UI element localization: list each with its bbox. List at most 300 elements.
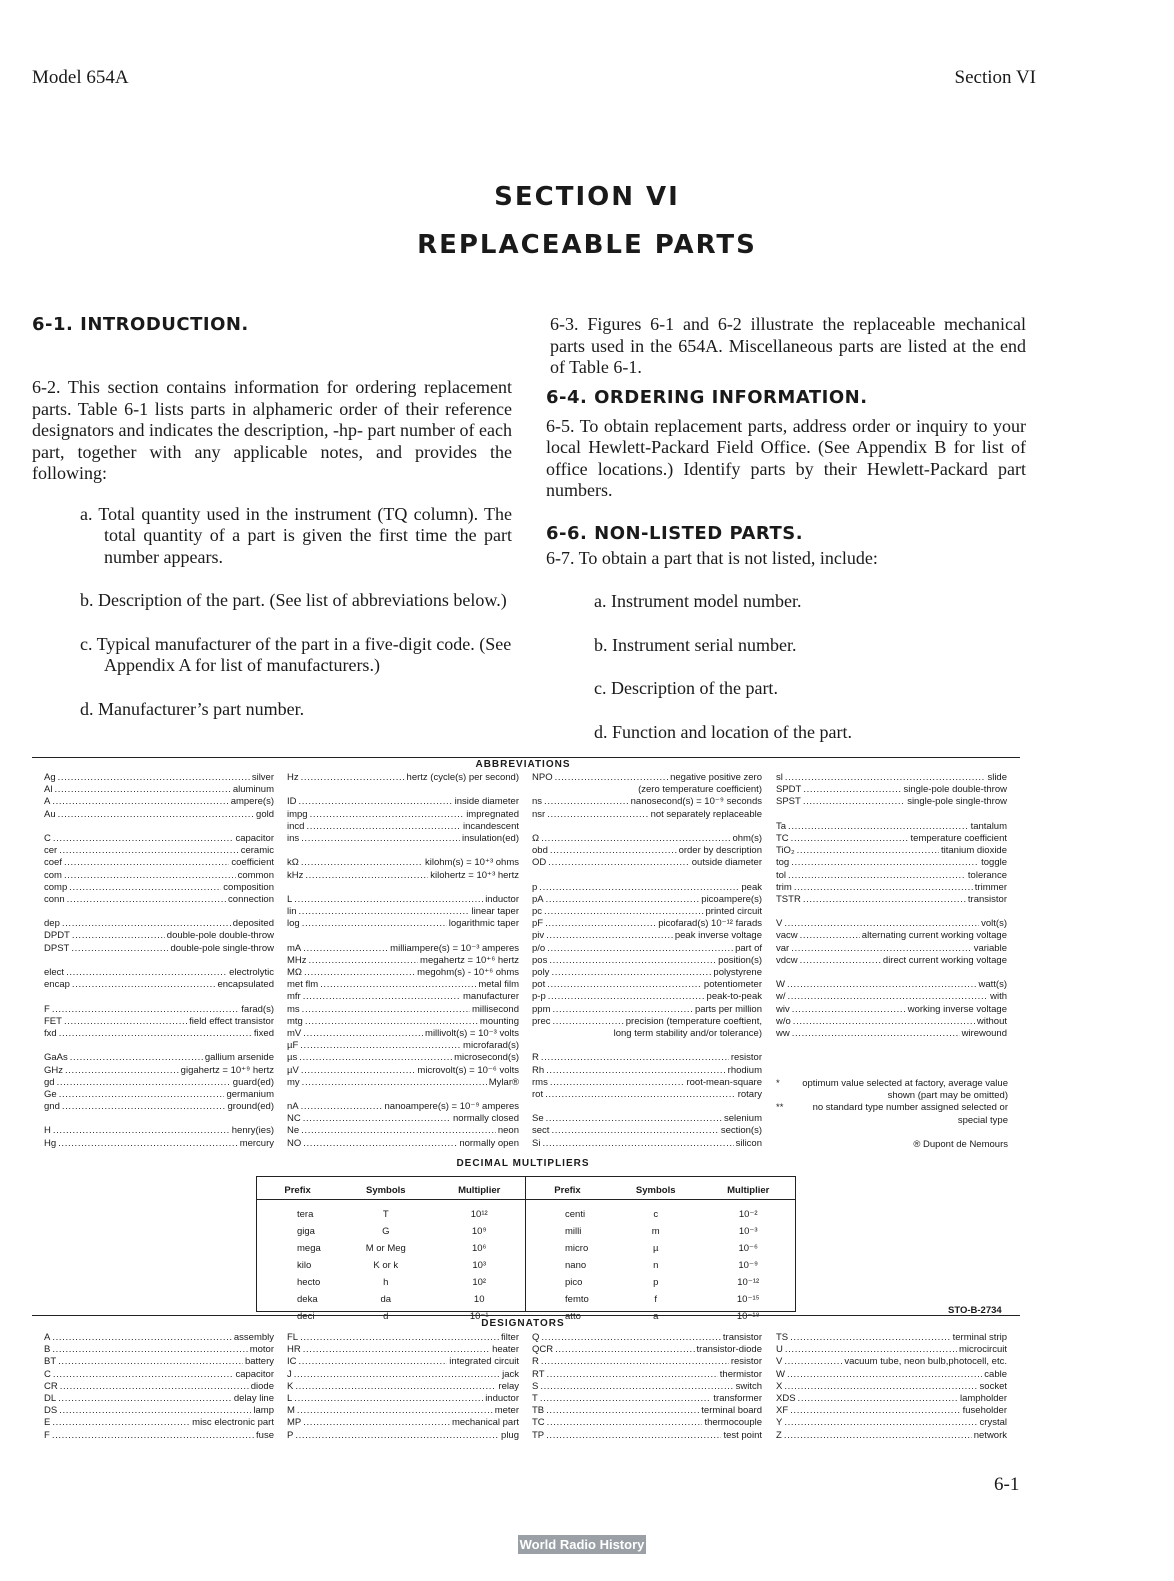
abbrev-key: TS bbox=[776, 1332, 789, 1343]
leader-dots bbox=[62, 918, 231, 930]
leader-dots bbox=[544, 796, 629, 808]
leader-dots bbox=[301, 833, 460, 845]
leader-dots bbox=[555, 1344, 694, 1356]
abbrev-meaning: switch bbox=[735, 1380, 762, 1392]
abbrev-key: T bbox=[532, 1392, 538, 1404]
abbrev-meaning: potentiometer bbox=[703, 979, 762, 991]
abbrev-row bbox=[287, 1004, 519, 1016]
prefix-cell: atto bbox=[565, 1311, 581, 1322]
abbrev-key: Rh bbox=[532, 1064, 545, 1076]
abbrev-row bbox=[44, 1393, 274, 1405]
multipliers-title: DECIMAL MULTIPLIERS bbox=[456, 1158, 590, 1169]
abbrev-row bbox=[44, 833, 274, 845]
abbrev-key: Ω bbox=[532, 832, 540, 844]
abbrev-meaning: hertz (cycle(s) per second) bbox=[406, 772, 519, 783]
abbrev-row bbox=[532, 1113, 762, 1125]
abbrev-key: pc bbox=[532, 906, 543, 918]
leader-dots bbox=[299, 1052, 452, 1064]
abbrev-key: ppm bbox=[532, 1003, 551, 1015]
abbrev-row bbox=[44, 1052, 274, 1064]
abbrev-key: NO bbox=[287, 1137, 302, 1149]
abbrev-row bbox=[287, 1138, 519, 1150]
abbrev-row bbox=[44, 1077, 274, 1089]
abbrev-key: gnd bbox=[44, 1101, 60, 1113]
abbrev-meaning: single-pole single-throw bbox=[907, 796, 1007, 808]
abbrev-meaning: capacitor bbox=[235, 1368, 274, 1380]
abbrev-row bbox=[287, 1028, 519, 1040]
leader-dots bbox=[302, 1004, 470, 1016]
abbrev-key: ns bbox=[532, 796, 543, 808]
abbrev-row bbox=[44, 1004, 274, 1016]
abbrev-meaning: precision (temperature coeftient, bbox=[625, 1015, 762, 1027]
abbrev-column-2 bbox=[287, 772, 519, 1150]
intro-heading: 6-1. INTRODUCTION. bbox=[32, 314, 249, 335]
leader-dots bbox=[545, 918, 656, 930]
note-no-standard: no standard type number assigned selected or special type bbox=[812, 1102, 1008, 1126]
leader-dots bbox=[541, 1356, 729, 1368]
prefix-cell: femto bbox=[565, 1294, 589, 1305]
abbrev-row bbox=[532, 955, 762, 967]
abbrev-key: C bbox=[44, 832, 51, 844]
abbrev-key: R bbox=[532, 1052, 539, 1064]
abbrev-meaning: alternating current working voltage bbox=[861, 930, 1007, 942]
abbrev-row bbox=[776, 930, 1007, 942]
leader-dots bbox=[310, 809, 465, 821]
abbrev-key: TC bbox=[776, 832, 789, 844]
abbrev-meaning: selenium bbox=[723, 1113, 762, 1125]
spacer bbox=[287, 1089, 519, 1101]
abbrev-row bbox=[776, 882, 1007, 894]
leader-dots bbox=[306, 821, 461, 833]
abbrev-meaning: wirewound bbox=[961, 1027, 1007, 1039]
spacer bbox=[287, 784, 519, 796]
leader-dots bbox=[793, 1016, 975, 1028]
abbrev-meaning: ceramic bbox=[240, 845, 274, 857]
table-row bbox=[257, 1274, 795, 1291]
leader-dots bbox=[798, 1393, 958, 1405]
abbrev-key: Z bbox=[776, 1429, 782, 1441]
abbrev-meaning: neon bbox=[497, 1125, 519, 1137]
abbrev-key: TC bbox=[532, 1417, 545, 1429]
note-optimum: optimum value selected at factory, average value shown (part may be omitted) bbox=[802, 1078, 1008, 1102]
abbrev-meaning: peak-to-peak bbox=[706, 991, 762, 1003]
list-item: a. Total quantity used in the instrument (TQ column). The total quantity of a part is given the first time the part number appears. bbox=[80, 503, 512, 567]
abbrev-meaning: kilohertz = 10⁺³ hertz bbox=[430, 869, 519, 881]
abbrev-meaning: deposited bbox=[232, 918, 274, 930]
abbrev-meaning: kilohm(s) = 10⁺³ ohms bbox=[425, 857, 519, 869]
abbrev-key: DPST bbox=[44, 942, 70, 954]
abbrev-meaning: nanoampere(s) = 10⁻⁹ amperes bbox=[384, 1101, 519, 1113]
abbrev-key: K bbox=[287, 1380, 294, 1392]
abbrev-meaning: integrated circuit bbox=[449, 1356, 519, 1368]
abbrev-key: nA bbox=[287, 1101, 299, 1113]
multiplier-cell: 10⁻⁹ bbox=[738, 1260, 759, 1271]
leader-dots bbox=[59, 1089, 225, 1101]
abbrev-row bbox=[532, 1016, 762, 1028]
abbrev-row bbox=[44, 870, 274, 882]
abbrev-key: piv bbox=[532, 930, 545, 942]
abbrev-key: p-p bbox=[532, 991, 546, 1003]
leader-dots bbox=[58, 1393, 232, 1405]
leader-dots bbox=[303, 991, 461, 1003]
leader-dots bbox=[66, 967, 227, 979]
abbrev-row bbox=[532, 1052, 762, 1064]
spacer bbox=[776, 809, 1007, 821]
abbrev-key: Y bbox=[776, 1417, 783, 1429]
abbrev-meaning: coefficient bbox=[231, 857, 274, 869]
abbrev-row bbox=[44, 784, 274, 796]
list-item: b. Description of the part. (See list of abbreviations below.) bbox=[80, 590, 507, 610]
abbrev-row bbox=[532, 967, 762, 979]
abbrev-row bbox=[44, 930, 274, 942]
note-star: * bbox=[776, 1078, 780, 1089]
leader-dots bbox=[544, 906, 703, 918]
abbrev-row bbox=[532, 1393, 762, 1405]
abbrev-key: A bbox=[44, 796, 51, 808]
abbrev-key: QCR bbox=[532, 1344, 554, 1356]
abbrev-key: E bbox=[44, 1417, 51, 1429]
abbrev-meaning: picofarad(s) 10⁻¹² farads bbox=[658, 918, 762, 930]
spacer bbox=[287, 930, 519, 942]
abbrev-row bbox=[776, 870, 1007, 882]
abbrev-row bbox=[532, 991, 762, 1003]
abbrev-meaning: with bbox=[990, 991, 1007, 1003]
list-item: c. Typical manufacturer of the part in a five-digit code. (See Appendix A for list of manufacturers.) bbox=[80, 633, 512, 675]
abbrev-row bbox=[287, 1356, 519, 1368]
leader-dots bbox=[300, 1332, 499, 1344]
leader-dots bbox=[784, 918, 979, 930]
abbrev-row bbox=[287, 1016, 519, 1028]
spacer bbox=[532, 1101, 762, 1113]
spacer bbox=[287, 882, 519, 894]
section-subtitle: REPLACEABLE PARTS bbox=[417, 230, 757, 260]
spacer bbox=[44, 906, 274, 918]
leader-dots bbox=[551, 1125, 718, 1137]
abbrev-row bbox=[287, 833, 519, 845]
abbrev-key: NC bbox=[287, 1113, 301, 1125]
abbrev-key: F bbox=[44, 1003, 50, 1015]
abbrev-meaning: diode bbox=[250, 1380, 274, 1392]
symbol-cell: n bbox=[653, 1260, 659, 1271]
multipliers-header-cell: Prefix bbox=[554, 1184, 581, 1196]
leader-dots bbox=[541, 1332, 721, 1344]
abbrev-meaning: mechanical part bbox=[451, 1417, 519, 1429]
abbrev-key: IC bbox=[287, 1356, 297, 1368]
leader-dots bbox=[547, 1417, 703, 1429]
abbrev-meaning: lamp bbox=[253, 1405, 274, 1417]
abbrev-meaning: guard(ed) bbox=[232, 1076, 274, 1088]
spacer bbox=[532, 1040, 762, 1052]
abbrev-meaning: peak inverse voltage bbox=[674, 930, 762, 942]
left-column bbox=[32, 314, 512, 720]
spacer bbox=[44, 1040, 274, 1052]
abbrev-meaning: transistor bbox=[722, 1332, 762, 1343]
leader-dots bbox=[303, 943, 388, 955]
abbrev-row bbox=[532, 943, 762, 955]
abbrev-meaning: test point bbox=[723, 1429, 762, 1441]
leader-dots bbox=[788, 821, 969, 833]
leader-dots bbox=[550, 845, 677, 857]
spacer bbox=[532, 821, 762, 833]
abbrev-row bbox=[532, 1430, 762, 1442]
leader-dots bbox=[70, 1052, 203, 1064]
leader-dots bbox=[64, 1016, 187, 1028]
abbrev-meaning: thermistor bbox=[719, 1368, 762, 1380]
abbrev-key: pA bbox=[532, 893, 544, 905]
leader-dots bbox=[546, 1065, 726, 1077]
multiplier-cell: 10² bbox=[472, 1277, 487, 1288]
abbrev-row bbox=[287, 967, 519, 979]
abbrev-meaning: single-pole double-throw bbox=[903, 784, 1007, 796]
non-listed-heading: 6-6. NON-LISTED PARTS. bbox=[546, 522, 804, 544]
multipliers-table-box bbox=[256, 1176, 796, 1322]
leader-dots bbox=[72, 930, 165, 942]
abbrev-key: pF bbox=[532, 918, 544, 930]
paragraph-6-3: 6-3. Figures 6-1 and 6-2 illustrate the replaceable mechanical parts used in the 654A. Miscellaneous parts are listed at the end of Table 6-1. bbox=[550, 314, 1026, 377]
abbrev-meaning: volt(s) bbox=[981, 918, 1007, 930]
abbrev-row bbox=[776, 1356, 1007, 1368]
symbol-cell: a bbox=[653, 1311, 659, 1322]
abbrev-key: com bbox=[44, 869, 62, 881]
abbrev-key: pot bbox=[532, 979, 546, 991]
abbrev-row bbox=[287, 1125, 519, 1137]
abbrev-row bbox=[287, 1052, 519, 1064]
abbrev-meaning: peak bbox=[741, 881, 762, 893]
abbrev-key: Ag bbox=[44, 772, 56, 783]
abbrev-meaning: temperature coefficient bbox=[910, 832, 1007, 844]
abbrev-key: sect bbox=[532, 1125, 550, 1137]
prefix-cell: kilo bbox=[297, 1260, 312, 1271]
abbrev-key: DL bbox=[44, 1392, 57, 1404]
abbrev-row bbox=[287, 821, 519, 833]
abbrev-key: TSTR bbox=[776, 893, 801, 905]
abbrev-meaning: meter bbox=[494, 1405, 519, 1417]
abbrev-meaning: resistor bbox=[730, 1052, 762, 1064]
abbrev-row bbox=[532, 857, 762, 869]
abbrev-key: trim bbox=[776, 881, 792, 893]
abbrev-row bbox=[532, 918, 762, 930]
leader-dots bbox=[305, 870, 428, 882]
table-row bbox=[257, 1291, 795, 1308]
abbrev-row bbox=[44, 796, 274, 808]
abbrev-row bbox=[44, 1016, 274, 1028]
abbrev-meaning: composition bbox=[223, 881, 274, 893]
abbrev-row bbox=[776, 857, 1007, 869]
abbrev-key: SPST bbox=[776, 796, 801, 808]
symbol-cell: M or Meg bbox=[365, 1243, 406, 1254]
abbrev-key: Ge bbox=[44, 1088, 57, 1100]
abbrev-meaning: Mylar® bbox=[488, 1076, 519, 1088]
list-item: c. Description of the part. bbox=[594, 678, 778, 698]
abbrev-meaning: root-mean-square bbox=[686, 1076, 762, 1088]
leader-dots bbox=[60, 1381, 249, 1393]
leader-dots bbox=[64, 857, 229, 869]
leader-dots bbox=[301, 857, 423, 869]
abbrev-meaning: relay bbox=[498, 1380, 519, 1392]
abbrev-row bbox=[532, 796, 762, 808]
abbrev-meaning: ampere(s) bbox=[230, 796, 274, 808]
abbrev-column-3 bbox=[532, 772, 762, 1150]
leader-dots bbox=[57, 1077, 231, 1089]
header-section: Section VI bbox=[954, 67, 1036, 88]
leader-dots bbox=[791, 833, 909, 845]
leader-dots bbox=[301, 1125, 496, 1137]
abbrev-key: p/o bbox=[532, 942, 546, 954]
abbrev-key: FL bbox=[287, 1332, 299, 1343]
leader-dots bbox=[58, 772, 250, 784]
abbrev-row bbox=[287, 857, 519, 869]
abbrev-row bbox=[44, 1356, 274, 1368]
multiplier-cell: 10⁻³ bbox=[738, 1226, 758, 1237]
abbrev-key: incd bbox=[287, 820, 305, 832]
paragraph-6-2: 6-2. This section contains information for ordering replacement parts. Table 6-1 lists parts in alphameric order of their reference designators and indicates the description, -hp- part number of each part, together with any applicable notes, and provides the following: bbox=[32, 377, 512, 483]
abbrev-meaning: fuseholder bbox=[962, 1405, 1007, 1417]
leader-dots bbox=[787, 1369, 982, 1381]
abbrev-row bbox=[287, 918, 519, 930]
abbrev-key: Hg bbox=[44, 1137, 57, 1149]
designator-column-2 bbox=[287, 1332, 519, 1442]
abbrev-meaning: nanosecond(s) = 10⁻⁹ seconds bbox=[630, 796, 762, 808]
abbrev-row bbox=[532, 1344, 762, 1356]
abbrev-row bbox=[287, 1430, 519, 1442]
leader-dots bbox=[539, 882, 739, 894]
leader-dots bbox=[52, 1417, 190, 1429]
abbrev-key: log bbox=[287, 918, 300, 930]
abbrev-meaning: connection bbox=[228, 893, 274, 905]
abbrev-meaning: rotary bbox=[737, 1088, 762, 1100]
abbrev-meaning: insulation(ed) bbox=[461, 832, 519, 844]
abbrev-key: P bbox=[287, 1429, 294, 1441]
abbrev-meaning: misc electronic part bbox=[192, 1417, 274, 1429]
leader-dots bbox=[299, 1356, 448, 1368]
abbrev-key: Ta bbox=[776, 820, 787, 832]
abbrev-meaning: germanium bbox=[226, 1088, 274, 1100]
abbrev-key: ID bbox=[287, 796, 297, 808]
abbrev-row bbox=[532, 1381, 762, 1393]
leader-dots bbox=[792, 1028, 960, 1040]
abbrev-meaning: terminal board bbox=[701, 1405, 762, 1417]
table-row bbox=[257, 1206, 795, 1223]
abbrev-key: rot bbox=[532, 1088, 544, 1100]
prefix-cell: nano bbox=[565, 1260, 587, 1271]
leader-dots bbox=[784, 1417, 977, 1429]
leader-dots bbox=[58, 809, 254, 821]
abbrev-meaning: millivolt(s) = 10⁻³ volts bbox=[425, 1027, 519, 1039]
leader-dots bbox=[797, 845, 939, 857]
abbrev-meaning: order by description bbox=[678, 845, 762, 857]
abbrev-row bbox=[532, 1369, 762, 1381]
abbrev-meaning: heater bbox=[492, 1344, 519, 1356]
abbrev-meaning: inside diameter bbox=[454, 796, 519, 808]
abbrev-key: X bbox=[776, 1380, 783, 1392]
multiplier-cell: 10⁶ bbox=[471, 1243, 487, 1254]
abbrev-key: cer bbox=[44, 845, 58, 857]
abbrev-row bbox=[287, 1101, 519, 1113]
leader-dots bbox=[547, 943, 733, 955]
abbrev-row bbox=[776, 955, 1007, 967]
multiplier-cell: 10¹² bbox=[470, 1209, 488, 1220]
leader-dots bbox=[294, 1369, 500, 1381]
leader-dots bbox=[541, 1052, 729, 1064]
leader-dots bbox=[546, 1405, 699, 1417]
leader-dots bbox=[555, 772, 669, 784]
table-row bbox=[257, 1223, 795, 1240]
leader-dots bbox=[784, 1430, 972, 1442]
leader-dots bbox=[58, 1356, 243, 1368]
abbrev-meaning: not separately replaceable bbox=[650, 808, 762, 820]
abbrev-key: w/ bbox=[776, 991, 786, 1003]
abbrev-meaning: farad(s) bbox=[241, 1003, 274, 1015]
abbrev-row bbox=[287, 1065, 519, 1077]
abbrev-column-1 bbox=[44, 772, 274, 1150]
abbrev-key: w/o bbox=[776, 1015, 791, 1027]
abbrev-meaning: rhodium bbox=[727, 1064, 762, 1076]
abbrev-row bbox=[287, 979, 519, 991]
spacer bbox=[532, 870, 762, 882]
leader-dots bbox=[72, 979, 216, 991]
abbrev-meaning: tantalum bbox=[970, 820, 1007, 832]
designators-rule bbox=[32, 1315, 1020, 1316]
leader-dots bbox=[53, 1125, 230, 1137]
leader-dots bbox=[301, 772, 405, 784]
leader-dots bbox=[53, 1369, 234, 1381]
leader-dots bbox=[295, 1430, 499, 1442]
symbol-cell: T bbox=[382, 1209, 389, 1220]
leader-dots bbox=[320, 979, 476, 991]
symbol-cell: f bbox=[654, 1294, 658, 1305]
leader-dots bbox=[551, 967, 711, 979]
leader-dots bbox=[303, 1113, 451, 1125]
abbrev-meaning: tolerance bbox=[967, 869, 1007, 881]
abbrev-row bbox=[532, 1417, 762, 1429]
abbrev-key: tog bbox=[776, 857, 790, 869]
abbrev-key: Au bbox=[44, 808, 56, 820]
multiplier-cell: 10⁻¹⁸ bbox=[736, 1311, 760, 1322]
abbrev-key: encap bbox=[44, 979, 70, 991]
abbrev-row bbox=[44, 1125, 274, 1137]
abbrev-key: B bbox=[44, 1344, 51, 1356]
prefix-cell: deka bbox=[297, 1294, 318, 1305]
list-item: a. Instrument model number. bbox=[594, 591, 802, 611]
abbrev-row bbox=[287, 772, 519, 784]
abbrev-row bbox=[44, 857, 274, 869]
leader-dots bbox=[548, 991, 705, 1003]
abbrev-row bbox=[776, 943, 1007, 955]
leader-dots bbox=[550, 1077, 685, 1089]
abbrev-key: A bbox=[44, 1332, 51, 1343]
abbrev-key: DS bbox=[44, 1405, 58, 1417]
abbrev-key: kHz bbox=[287, 869, 304, 881]
abbrev-key: conn bbox=[44, 893, 65, 905]
abbrev-key: L bbox=[287, 1392, 293, 1404]
prefix-cell: centi bbox=[565, 1209, 586, 1220]
abbrev-key: Se bbox=[532, 1113, 544, 1125]
abbrev-row bbox=[776, 979, 1007, 991]
abbrev-row bbox=[532, 1089, 762, 1101]
abbrev-key: V bbox=[776, 1356, 783, 1368]
leader-dots bbox=[791, 943, 972, 955]
abbrev-row bbox=[44, 894, 274, 906]
leader-dots bbox=[541, 833, 730, 845]
abbrev-key: lin bbox=[287, 906, 297, 918]
abbrev-key: OD bbox=[532, 857, 547, 869]
abbrev-row bbox=[776, 1381, 1007, 1393]
abbrev-row bbox=[44, 1332, 274, 1344]
abbrev-row bbox=[44, 1138, 274, 1150]
paragraph-6-7: 6-7. To obtain a part that is not listed, include: bbox=[546, 547, 878, 568]
abbrev-meaning: parts per million bbox=[694, 1003, 762, 1015]
leader-dots bbox=[52, 1332, 232, 1344]
